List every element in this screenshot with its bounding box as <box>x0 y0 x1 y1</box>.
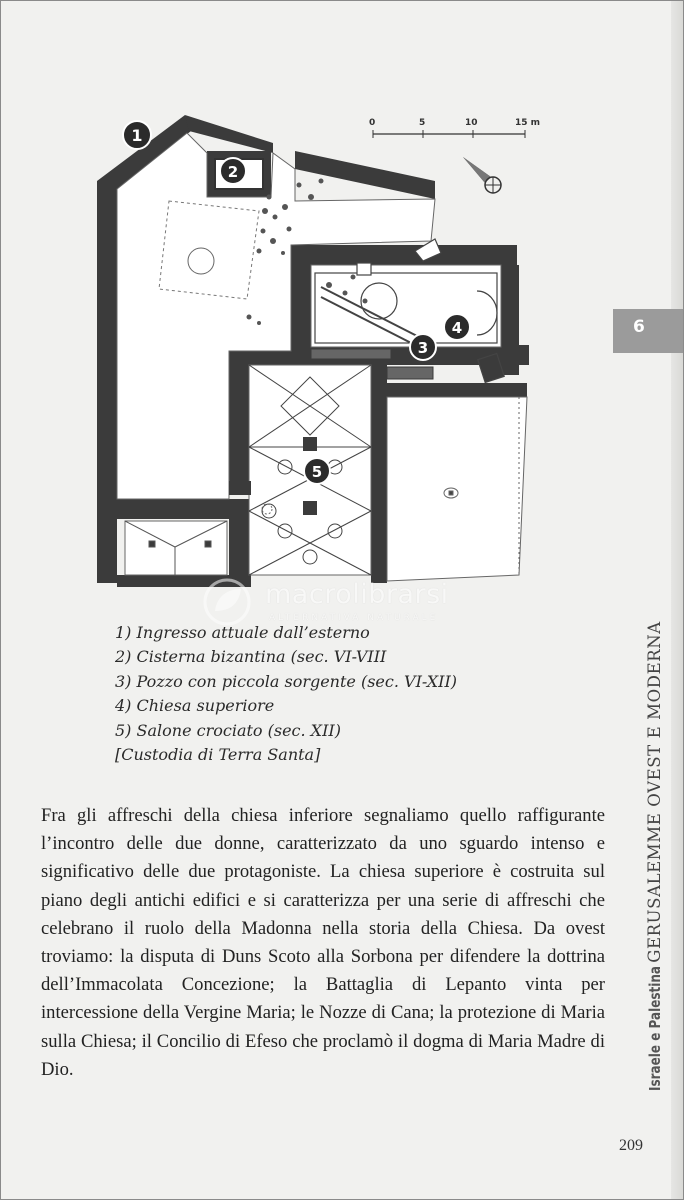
plan-legend <box>115 621 457 767</box>
marker-3-label: 3 <box>417 339 429 357</box>
watermark-title: macrolibrarsi <box>265 579 449 610</box>
scale-tick-10: 10 <box>465 118 478 128</box>
running-head <box>645 621 664 1091</box>
marker-5-label: 5 <box>311 463 323 481</box>
marker-1 <box>123 121 151 149</box>
legend-item-5: 5) Salone crociato (sec. XII) <box>115 720 341 740</box>
page-edge <box>671 1 683 1199</box>
legend-item-4: 4) Chiesa superiore <box>115 696 275 716</box>
marker-2-label: 2 <box>227 163 239 181</box>
running-head-section: GERUSALEMME OVEST E MODERNA <box>645 621 664 963</box>
running-head-country: Israele e Palestina <box>646 966 664 1091</box>
page-number: 209 <box>619 1137 643 1154</box>
watermark-subtitle: ALTERNATIVA NATURALE <box>269 613 439 623</box>
marker-5 <box>304 458 330 484</box>
chapter-tab <box>613 309 684 353</box>
scale-tick-15: 15 m <box>515 118 541 128</box>
watermark-leaf-icon <box>199 577 255 627</box>
marker-1-label: 1 <box>131 126 143 145</box>
legend-source: [Custodia di Terra Santa] <box>115 745 321 765</box>
chapter-number: 6 <box>633 317 645 337</box>
scale-tick-0: 0 <box>369 118 376 128</box>
floor-plan <box>89 101 549 611</box>
north-arrow-icon <box>463 157 501 193</box>
marker-2 <box>220 158 246 184</box>
legend-item-1: 1) Ingresso attuale dall’esterno <box>115 623 370 642</box>
marker-4-label: 4 <box>451 319 463 337</box>
legend-item-3: 3) Pozzo con piccola sorgente (sec. VI-XII) <box>115 671 458 691</box>
marker-3 <box>410 334 436 360</box>
marker-4 <box>444 314 470 340</box>
body-paragraph: Fra gli affreschi della chiesa inferiore segnaliamo quello raffigurante l’incontro delle due donne, caratterizzato da uno sguardo intenso e significativo delle due protagoniste. La chiesa superiore è costruita sul piano degli antichi edifici e si caratterizza per una serie di affreschi che celebrano il ruolo della Madonna nella storia della Chiesa. Da ovest troviamo: la disputa di Duns Scoto alla Sorbona per difendere la dottrina dell’Immacolata Concezione; la Battaglia di Lepanto vinta per intercessione della Vergine Maria; le Nozze di Cana; la protezione di Maria sulla Chiesa; il Concilio di Efeso che proclamò il dogma di Maria Madre di Dio. <box>41 805 605 1080</box>
scale-bar <box>369 118 540 138</box>
legend-item-2: 2) Cisterna bizantina (sec. VI-VIII <box>115 647 387 667</box>
scale-tick-5: 5 <box>419 118 426 128</box>
